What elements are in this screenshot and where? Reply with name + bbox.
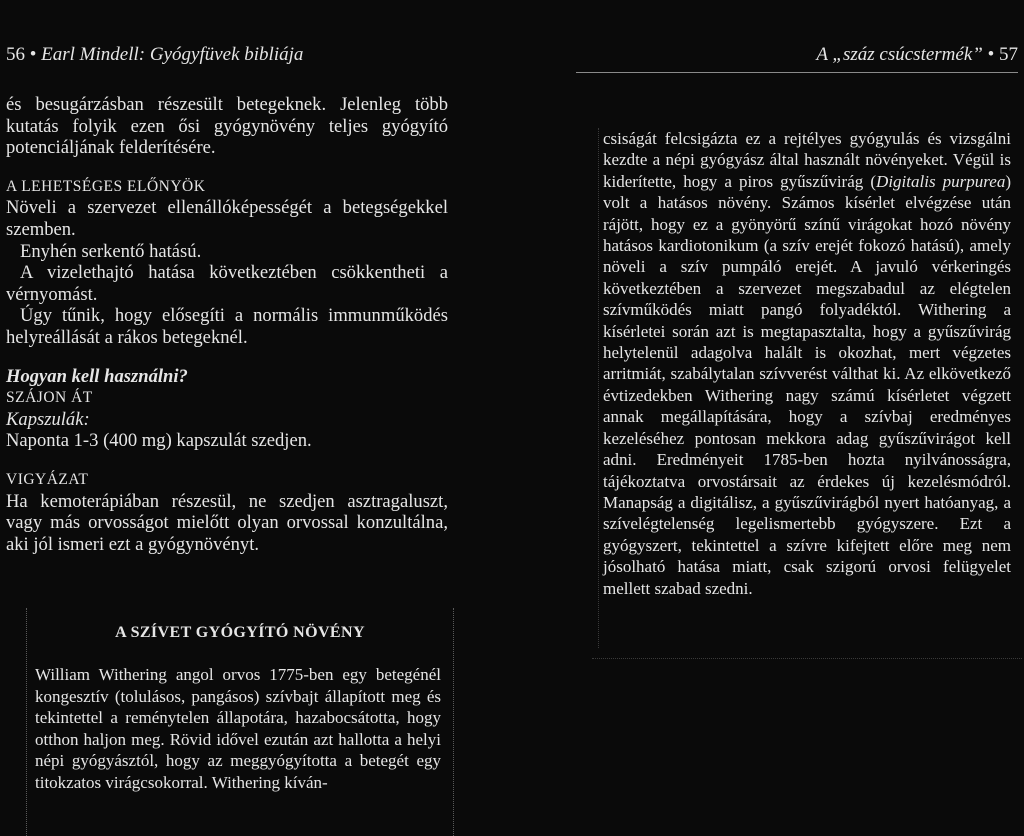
usage-route: SZÁJON ÁT [6, 389, 93, 407]
sidebar-box [26, 608, 454, 836]
sidebar-text: William Withering angol orvos 1775-ben egy betegénél kongesztív (tolulásos, pangásos) szívbajt állapított meg és tekintettel a reménytelen állapotára, hazabocsátotta, hogy otthon haljon meg. Rövid idővel ezután azt hallotta a helyi népi gyógyásztól, hogy az meggyógyította a betegét egy titokzatos virágcsokorral. Withering kíván- [35, 665, 441, 792]
sidebar-continuation-text-1: csiságát felcsigázta ez a rejtélyes gyógyulás és vizsgálni kezdte a népi gyógyász által használt növényeket. Végül is kiderítette, hogy a piros gyűszűvirág ( [603, 129, 1011, 191]
sidebar-continuation-text-2: ) volt a hatásos növény. Számos kísérlet elvégzése után rájött, hogy ez a gyönyörű színű virágokat hozó növény hatásos kardiotonikum (a szív erejét fokozó hatású), amely növeli a szív pumpáló erejét. A javuló vérkeringés következtében a szervezet megszabadul az elégtelen szívműködés miatt pangó folyadéktól. Withering a kísérletei során azt is megtapasztalta, hogy a gyűszűvirág helytelenül adagolva halált is okozhat, mert végzetes arritmiát, szabálytalan szívverést válthat ki. Az elkövetkező évtizedekben Withering nagy számú kísérletet végzett annak megállapítására, hogy a szívbaj eredményes kezeléséhez pontosan mekkora adag gyűszűvirágot kell adni. Eredményeit 1785-ben hozta nyilvánosságra, tájékoztatva orvostársait az érdekes új kezelésmódról. Manapság a digitálisz, a gyűszűvirágból nyert hatóanyag, a szívelégtelenség legelismertebb gyógyszere. Ezt a gyógyszert, tekintettel a szívre kifejtett előre meg nem jósolható hatása miatt, csak szigorú orvosi felügyelet mellett szabad szedni. [603, 171, 1011, 598]
benefit-item-1: Növeli a szervezet ellenállóképességét a betegségekkel szemben. [6, 197, 448, 240]
left-body [6, 94, 448, 555]
right-page-number: 57 [999, 44, 1018, 65]
continuation-paragraph: és besugárzásban részesült betegeknek. Jelenleg több kutatás folyik ezen ősi gyógynövény teljes gyógyító potenciáljának felderítésére. [6, 94, 448, 159]
benefit-item-2: Enyhén serkentő hatású. [20, 240, 202, 262]
usage-form: Kapszulák: [6, 408, 90, 430]
left-head-title: Earl Mindell: Gyógyfüvek bibliája [41, 44, 304, 65]
sidebar-bottom-rule [592, 658, 1022, 660]
sidebar-latin-name: Digitalis purpurea [876, 171, 1006, 191]
warning-heading: VIGYÁZAT [6, 470, 89, 488]
sidebar-title: A SZÍVET GYÓGYÍTÓ NÖVÉNY [115, 624, 365, 641]
sidebar-continuation [598, 128, 1011, 648]
right-head-rule [576, 72, 1018, 73]
right-head-title: A „száz csúcstermék” [816, 44, 983, 65]
benefit-item-4: Úgy tűnik, hogy elősegíti a normális immunműködés helyreállását a rákos betegeknél. [6, 305, 448, 348]
warning-text: Ha kemoterápiában részesül, ne szedjen asztragaluszt, vagy más orvosságot mielőtt olyan orvossal konzultálna, aki jól ismeri ezt a gyógynövényt. [6, 490, 448, 555]
usage-heading: Hogyan kell használni? [6, 365, 188, 387]
right-page [512, 0, 1024, 836]
right-head-separator: • [987, 44, 995, 65]
benefits-heading: A LEHETSÉGES ELŐNYÖK [6, 177, 206, 195]
benefit-item-3: A vizelethajtó hatása következtében csökkentheti a vérnyomást. [6, 262, 448, 305]
usage-dose: Naponta 1-3 (400 mg) kapszulát szedjen. [6, 430, 312, 452]
left-page-number: 56 [6, 44, 25, 65]
left-head-separator: • [29, 44, 37, 65]
left-running-head [6, 44, 303, 66]
right-running-head [816, 44, 1018, 66]
